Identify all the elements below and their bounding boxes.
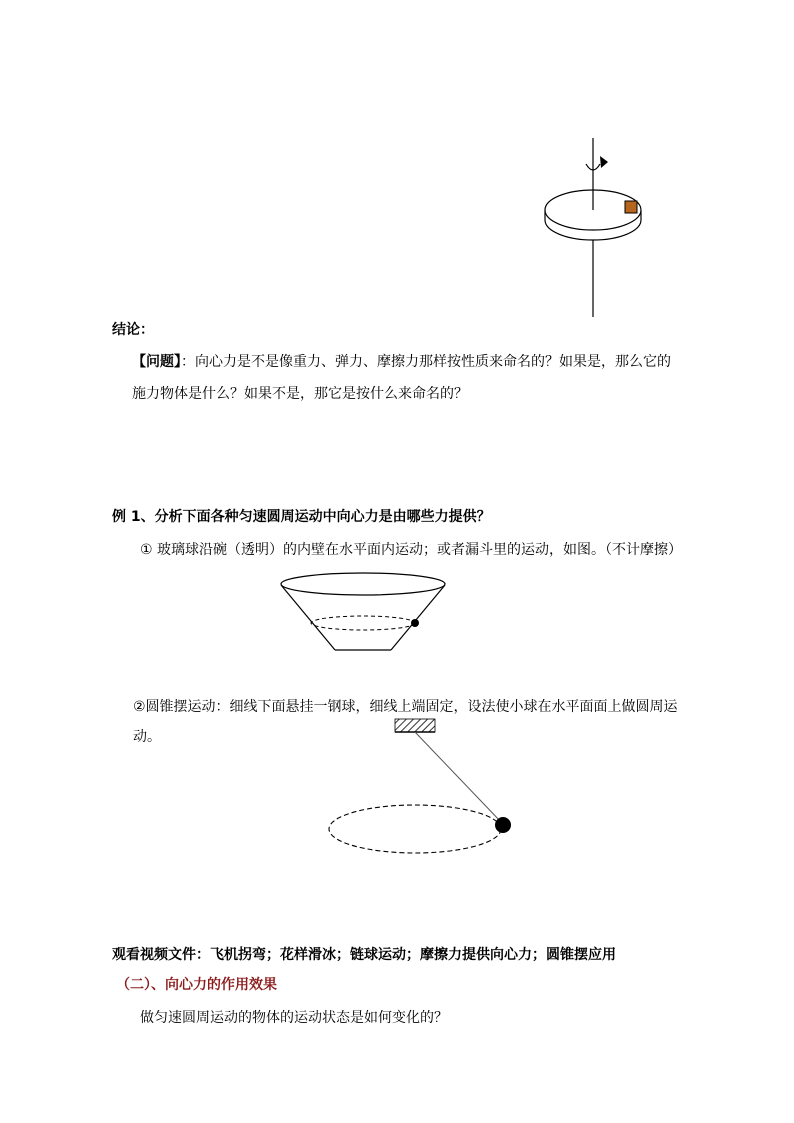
glass-ball <box>411 619 419 627</box>
bowl-figure <box>275 570 455 660</box>
question-tag: 【问题】 <box>132 354 181 370</box>
ceiling-support <box>395 719 435 732</box>
steel-ball <box>495 817 511 833</box>
question-line-2: 施力物体是什么？如果不是，那它是按什么来命名的？ <box>132 386 468 402</box>
example-title: 例 1、分析下面各种匀速圆周运动中向心力是由哪些力提供？ <box>112 509 491 525</box>
example-item-1: ① 玻璃球沿碗（透明）的内壁在水平面内运动；或者漏斗里的运动，如图。（不计摩擦） <box>140 542 682 558</box>
rotating-disk-figure <box>530 130 660 330</box>
question-line-1 <box>132 352 671 372</box>
video-line: 观看视频文件：飞机拐弯；花样滑冰；链球运动；摩擦力提供向心力；圆锥摆应用 <box>112 947 616 963</box>
block <box>625 201 637 213</box>
conical-pendulum-figure <box>325 715 525 860</box>
conclusion-label: 结论： <box>112 322 154 338</box>
example-item-2-line-2: 动。 <box>133 729 161 745</box>
section-heading: （二）、向心力的作用效果 <box>116 977 277 993</box>
final-question: 做匀速圆周运动的物体的运动状态是如何变化的？ <box>140 1010 448 1026</box>
example-item-2-line-1: ②圆锥摆运动：细线下面悬挂一钢球，细线上端固定，设法使小球在水平面面上做圆周运 <box>133 699 678 715</box>
question-text: ：向心力是不是像重力、弹力、摩擦力那样按性质来命名的？如果是，那么它的 <box>181 354 671 370</box>
